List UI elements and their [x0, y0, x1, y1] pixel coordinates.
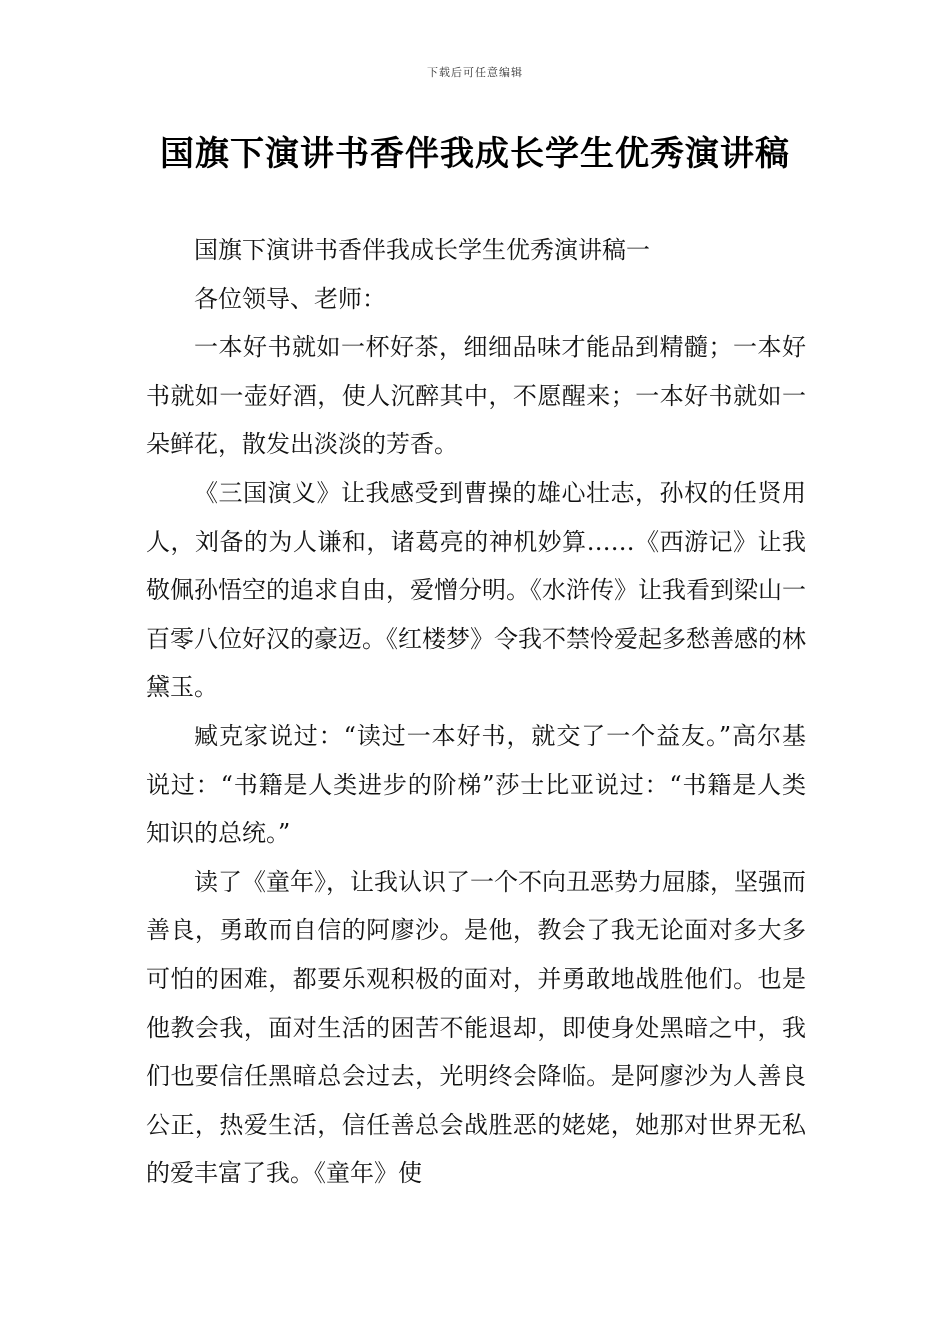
- document-body: [146, 226, 806, 1198]
- paragraph-quotes: 臧克家说过：“读过一本好书，就交了一个益友。”高尔基说过：“书籍是人类进步的阶梯”莎士比亚说过：“书籍是人类知识的总统。”: [146, 721, 806, 848]
- paragraph-intro: 一本好书就如一杯好茶，细细品味才能品到精髓；一本好书就如一壶好酒，使人沉醉其中，不愿醒来；一本好书就如一朵鲜花，散发出淡淡的芳香。: [146, 333, 806, 459]
- header-note: 下载后可任意编辑: [427, 66, 523, 79]
- document-title: 国旗下演讲书香伴我成长学生优秀演讲稿: [160, 134, 790, 174]
- paragraph-subtitle: 国旗下演讲书香伴我成长学生优秀演讲稿一: [194, 236, 650, 264]
- paragraph-salutation: 各位领导、老师：: [194, 284, 386, 313]
- paragraph-classics: 《三国演义》让我感受到曹操的雄心壮志，孙权的任贤用人，刘备的为人谦和，诸葛亮的神机妙算……《西游记》让我敬佩孙悟空的追求自由，爱憎分明。《水浒传》让我看到梁山一百零八位好汉的豪迈。《红楼梦》令我不禁怜爱起多愁善感的林黛玉。: [146, 478, 806, 702]
- paragraph-childhood: 读了《童年》，让我认识了一个不向丑恶势力屈膝，坚强而善良，勇敢而自信的阿廖沙。是他，教会了我无论面对多大多可怕的困难，都要乐观积极的面对，并勇敢地战胜他们。也是他教会我，面对生活的困苦不能退却，即使身处黑暗之中，我们也要信任黑暗总会过去，光明终会降临。是阿廖沙为人善良公正，热爱生活，信任善总会战胜恶的姥姥，她那对世界无私的爱丰富了我。《童年》使: [146, 867, 806, 1188]
